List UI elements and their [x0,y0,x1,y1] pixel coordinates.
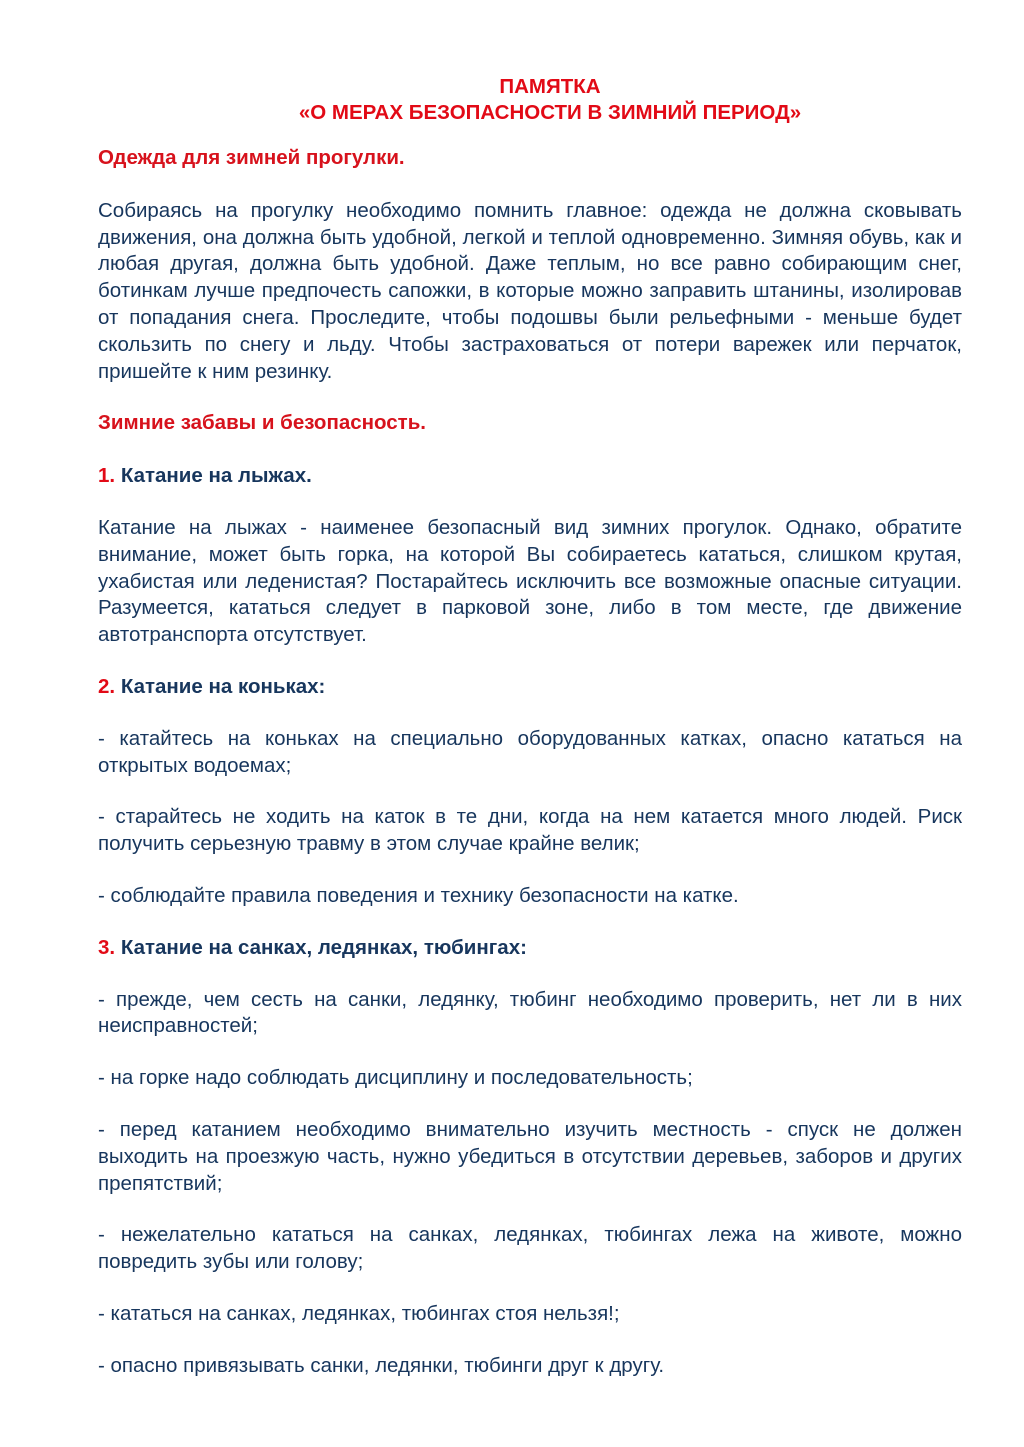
subheading-skiing [98,463,962,490]
clothing-paragraph: Собираясь на прогулку необходимо помнить главное: одежда не должна сковывать движения, она должна быть удобной, легкой и теплой одновременно. Зимняя обувь, как и любая другая, должна быть удобной. Даже теплым, но все равно собирающим снег, ботинкам лучше предпочесть сапожки, в которые можно заправить штанины, изолировав от попадания снега. Проследите, чтобы подошвы были рельефными - меньше будет скользить по снегу и льду. Чтобы застраховаться от потери варежек или перчаток, пришейте к ним резинку. [98,198,962,383]
sledding-rule: - прежде, чем сесть на санки, ледянку, тюбинг необходимо проверить, нет ли в них неисправностей; [98,987,962,1038]
title-line-1: ПАМЯТКА [499,75,601,98]
sledding-rule: - кататься на санках, ледянках, тюбингах стоя нельзя!; [98,1301,620,1325]
skiing-paragraph: Катание на лыжах - наименее безопасный вид зимних прогулок. Однако, обратите внимание, может быть горка, на которой Вы собираетесь кататься, слишком крутая, ухабистая или леденистая? Постарайтесь исключить все возможные опасные ситуации. Разумеется, кататься следует в парковой зоне, либо в том месте, где движение автотранспорта отсутствует. [98,515,962,647]
section-heading-clothing: Одежда для зимней прогулки. [98,146,405,169]
sledding-rule: - нежелательно кататься на санках, ледянках, тюбингах лежа на животе, можно повредить зубы или голову; [98,1223,962,1274]
skating-rule: - катайтесь на коньках на специально оборудованных катках, опасно кататься на открытых водоемах; [98,726,962,777]
section-heading-winter-fun: Зимние забавы и безопасность. [98,411,426,435]
item-number: 1. [98,464,116,488]
item-number: 2. [98,674,116,698]
sledding-rule: - опасно привязывать санки, ледянки, тюбинги друг к другу. [98,1353,665,1377]
skating-rule: - соблюдайте правила поведения и технику безопасности на катке. [98,883,739,907]
item-title: Катание на санках, ледянках, тюбингах: [120,935,527,959]
subheading-skating [98,674,962,701]
title-line-2: «О МЕРАХ БЕЗОПАСНОСТИ В ЗИМНИЙ ПЕРИОД» [298,101,802,124]
sledding-rule: - перед катанием необходимо внимательно изучить местность - спуск не должен выходить на проезжую часть, нужно убедиться в отсутствии деревьев, заборов и других препятствий; [98,1117,962,1195]
subheading-sledding [98,935,962,962]
item-title: Катание на коньках: [120,674,326,698]
sledding-rule: - на горке надо соблюдать дисциплину и последовательность; [98,1066,693,1090]
document-page [98,74,962,1405]
skating-rule: - старайтесь не ходить на каток в те дни, когда на нем катается много людей. Риск получить серьезную травму в этом случае крайне велик; [98,805,962,856]
item-title: Катание на лыжах. [120,464,312,488]
document-title [98,74,962,126]
item-number: 3. [98,935,116,959]
